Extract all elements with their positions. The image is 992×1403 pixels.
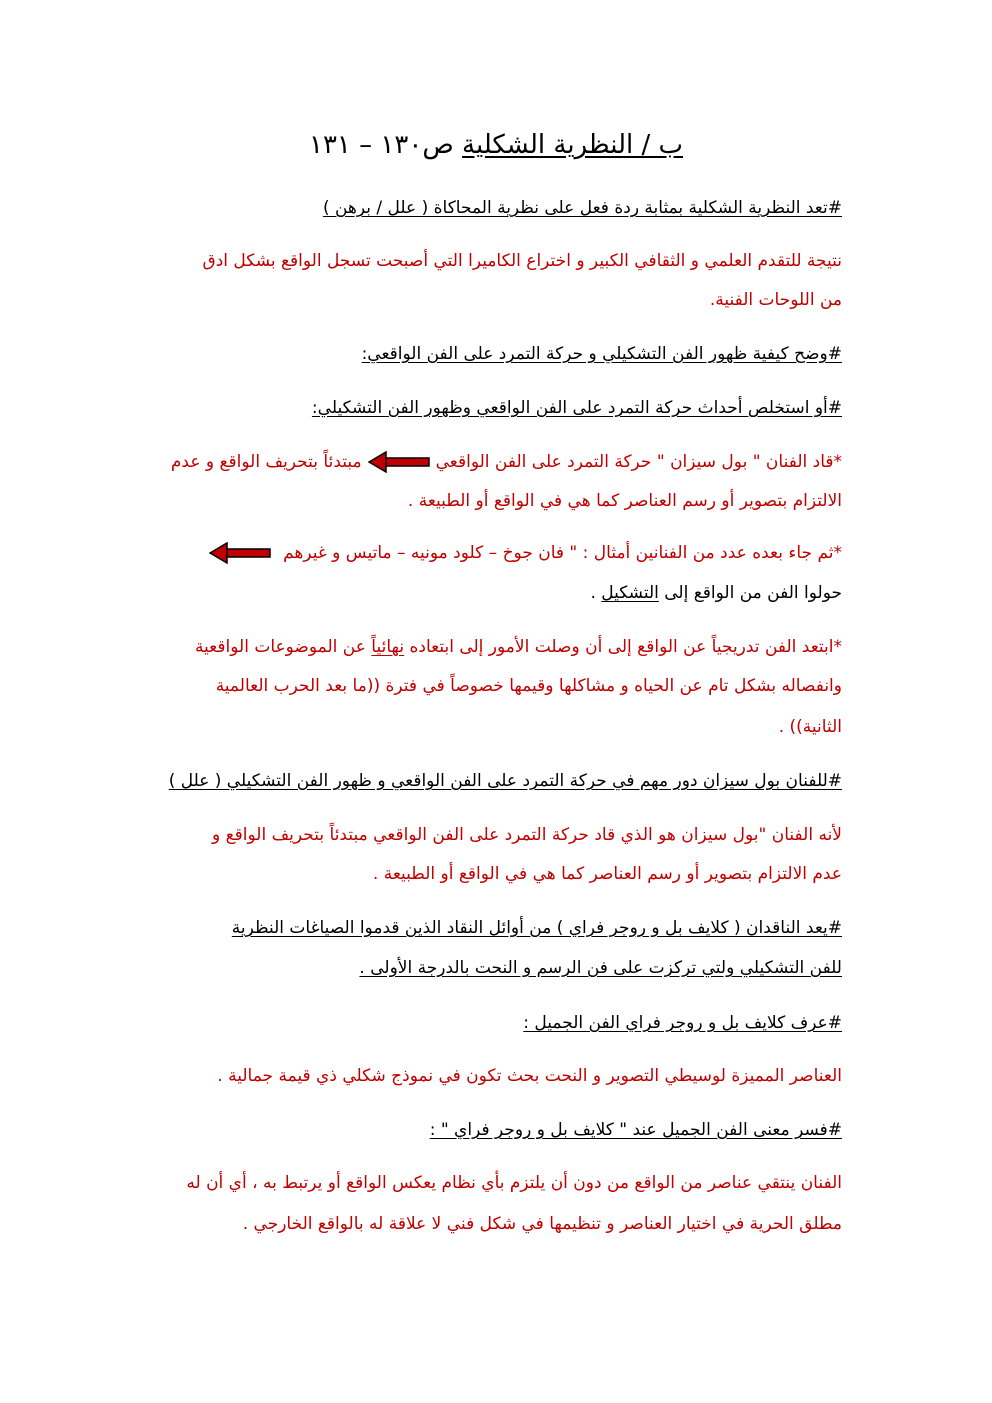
question-6: #عرف كلايف بل و روجر فراي الفن الجميل : xyxy=(523,1013,842,1033)
answer-3-item-3-line-1-b: عن الموضوعات الواقعية xyxy=(194,637,372,657)
question-2: #وضح كيفية ظهور الفن التشكيلي و حركة التمرد على الفن الواقعي: xyxy=(361,344,842,364)
question-4: #للفنان بول سيزان دور مهم في حركة التمرد على الفن الواقعي و ظهور الفن التشكيلي ( علل ) xyxy=(168,771,842,791)
question-5-line-2: للفن التشكيلي ولتي تركزت على فن الرسم و النحت بالدرجة الأولى . xyxy=(359,958,842,978)
answer-3-item-3-line-2: وانفصاله بشكل تام عن الحياه و مشاكلها وقيمها خصوصاً في فترة ((ما بعد الحرب العالمية xyxy=(215,676,842,696)
answer-4-line-2: عدم الالتزام بتصوير أو رسم العناصر كما هي في الواقع أو الطبيعة . xyxy=(372,864,842,884)
answer-3-item-2-line-2 xyxy=(590,581,842,605)
answer-3-item-2-line-1 xyxy=(203,541,842,565)
answer-3-item-2-line-2-b: . xyxy=(590,583,602,603)
left-arrow-icon xyxy=(209,542,271,564)
question-1: #تعد النظرية الشكلية بمثابة ردة فعل على نظرية المحاكاة ( علل / برهن ) xyxy=(322,198,842,218)
answer-7-line-1: الفنان ينتقي عناصر من الواقع من دون أن يلتزم بأي نظام يعكس الواقع أو يرتبط به ، أي أن له xyxy=(186,1173,842,1193)
answer-1-line-2: من اللوحات الفنية. xyxy=(709,290,842,310)
left-arrow-icon xyxy=(368,451,430,473)
answer-3-item-2-line-2-a: حولوا الفن من الواقع إلى xyxy=(658,583,842,603)
answer-3-item-1-text-a: *قاد الفنان " بول سيزان " حركة التمرد على الفن الواقعي xyxy=(435,452,842,472)
answer-1-line-1: نتيجة للتقدم العلمي و الثقافي الكبير و اختراع الكاميرا التي أصبحت تسجل الواقع بشكل ادق xyxy=(202,251,842,271)
answer-3-item-1-line-2: الالتزام بتصوير أو رسم العناصر كما هي في الواقع أو الطبيعة . xyxy=(407,491,842,511)
answer-6: العناصر المميزة لوسيطي التصوير و النحت بحث تكون في نموذج شكلي ذي قيمة جمالية . xyxy=(217,1066,842,1086)
title-main: ب / النظرية الشكلية xyxy=(462,130,683,160)
answer-4-line-1: لأنه الفنان "بول سيزان هو الذي قاد حركة التمرد على الفن الواقعي مبتدئاً بتحريف الواقع و xyxy=(211,825,842,845)
answer-3-item-3-line-1-underlined: نهائياً xyxy=(371,637,405,657)
answer-3-item-2-line-2-underlined: التشكيل xyxy=(601,583,659,603)
answer-3-item-3-line-3: الثانية)) . xyxy=(778,717,842,737)
answer-3-item-3-line-1-a: *ابتعد الفن تدريجياً عن الواقع إلى أن وصلت الأمور إلى ابتعاده xyxy=(404,637,842,657)
answer-3-item-1-line-1 xyxy=(171,450,842,474)
answer-3-item-2-text: *ثم جاء بعده عدد من الفنانين أمثال : " فان جوخ – كلود مونيه – ماتيس و غيرهم xyxy=(283,543,842,563)
answer-3-item-1-text-b: مبتدئاً بتحريف الواقع و عدم xyxy=(170,452,362,472)
question-7: #فسر معنى الفن الجميل عند " كلايف بل و روجر فراي " : xyxy=(429,1120,842,1140)
title-pages: ص١٣٠ – ١٣١ xyxy=(308,130,463,160)
question-5-line-1: #يعد الناقدان ( كلايف بل و روجر فراي ) من أوائل النقاد الذين قدموا الصياغات النظرية xyxy=(231,918,842,938)
answer-7-line-2: مطلق الحرية في اختيار العناصر و تنظيمها في شكل فني لا علاقة له بالواقع الخارجي . xyxy=(242,1214,842,1234)
page-title xyxy=(0,128,992,162)
question-3: #أو استخلص أحداث حركة التمرد على الفن الواقعي وظهور الفن التشكيلي: xyxy=(311,398,842,418)
answer-3-item-3-line-1 xyxy=(195,635,842,659)
